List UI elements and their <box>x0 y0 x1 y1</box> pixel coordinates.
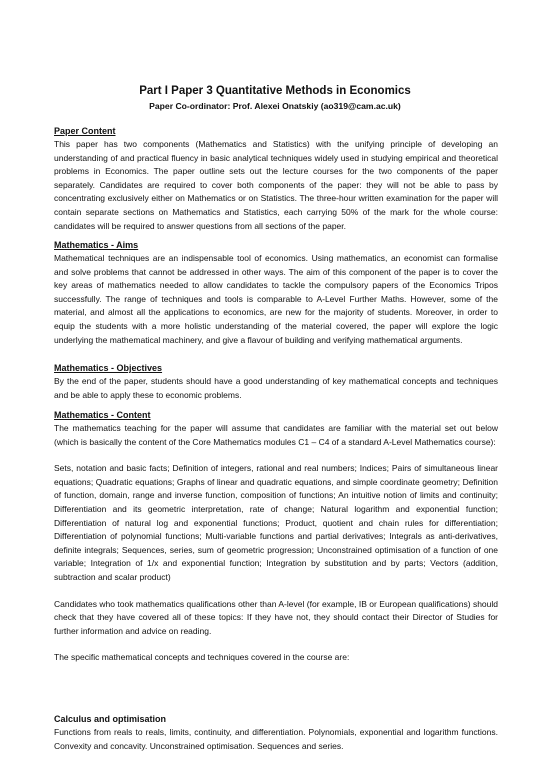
section-calculus <box>54 713 498 753</box>
section-heading: Calculus and optimisation <box>54 714 167 724</box>
paper-coordinator: Paper Co-ordinator: Prof. Alexei Onatskiy (ao319@cam.ac.uk) <box>149 101 401 111</box>
section-paragraph-specific: The specific mathematical concepts and techniques covered in the course are: <box>54 652 350 663</box>
section-heading: Paper Content <box>54 126 116 136</box>
section-paragraph-qualifications: Candidates who took mathematics qualifications other than A-level (for example, IB or European qualifications) should check that they have covered all of these topics: If they have not, they should contact their Director of Studies for further information and advice on reading. <box>54 598 498 636</box>
page-title: Part I Paper 3 Quantitative Methods in Economics <box>139 85 411 97</box>
section-heading: Mathematics - Objectives <box>54 363 163 373</box>
section-paragraph-intro: The mathematics teaching for the paper will assume that candidates are familiar with the material set out below (which is basically the content of the Core Mathematics modules C1 – C4 of a standard A-Level Mathematics course): <box>54 423 498 447</box>
section-paragraph: By the end of the paper, students should have a good understanding of key mathematical concepts and techniques and be able to apply these to economic problems. <box>54 376 498 400</box>
section-heading: Mathematics - Content <box>54 410 151 420</box>
section-math-content <box>54 409 498 665</box>
section-math-aims <box>54 239 498 347</box>
section-math-objectives <box>54 362 498 402</box>
section-paragraph: This paper has two components (Mathematics and Statistics) with the unifying principle of developing an understanding of and practical fluency in basic analytical techniques widely used in studying empirical and theoretical problems in Economics. The paper outline sets out the lecture courses for the two components of the paper separately. Candidates are required to cover both components of the paper: they will not be able to pass by concentrating exclusively either on Mathematics or on Statistics. The three-hour written examination for the paper will contain separate sections on Mathematics and Statistics, each carrying 50% of the mark for the whole course: candidates will be required to answer questions from all sections of the paper. <box>54 139 498 231</box>
section-paragraph-topics: Sets, notation and basic facts; Definition of integers, rational and real numbers; Indices; Pairs of simultaneous linear equations; Quadratic equations; Graphs of linear and quadratic equations, and simple coordinate geometry; Definition of function, domain, range and inverse function, composition of functions; An intuitive notion of limits and continuity; Differentiation and its geometric interpretation, rate of change; Natural logarithm and exponential function; Differentiation of natural log and exponential functions; Product, quotient and chain rules for differentiation; Differentiation of polynomial functions; Multi-variable functions and partial derivatives; Integrals as anti-derivatives, definite integrals; Sequences, series, sum of geometric progression; Unconstrained optimisation of a function of one variable; Integration of 1/x and exponential function; Integration by substitution and by parts; Vectors (addition, subtraction and scalar product) <box>54 463 498 582</box>
section-paragraph: Functions from reals to reals, limits, continuity, and differentiation. Polynomials, exponential and logarithm functions. Convexity and concavity. Unconstrained optimisation. Sequences and series. <box>54 727 498 751</box>
section-heading: Mathematics - Aims <box>54 240 139 250</box>
section-paper-content <box>54 125 498 233</box>
section-paragraph: Mathematical techniques are an indispensable tool of economics. Using mathematics, an economist can formalise and solve problems that cannot be addressed in other ways. The aim of this component of the paper is to cover the key areas of mathematics needed to allow candidates to tackle the compulsory papers of the Economics Tripos successfully. The range of techniques and tools is comparable to A-Level Further Maths. However, some of the material, and almost all the applications to economics, are new for the majority of students. Moreover, in order to equip the students with a more holistic understanding of the material covered, the paper will explore the logic underlying the mathematical machinery, and give a flavour of building and verifying mathematical arguments. <box>54 253 498 345</box>
